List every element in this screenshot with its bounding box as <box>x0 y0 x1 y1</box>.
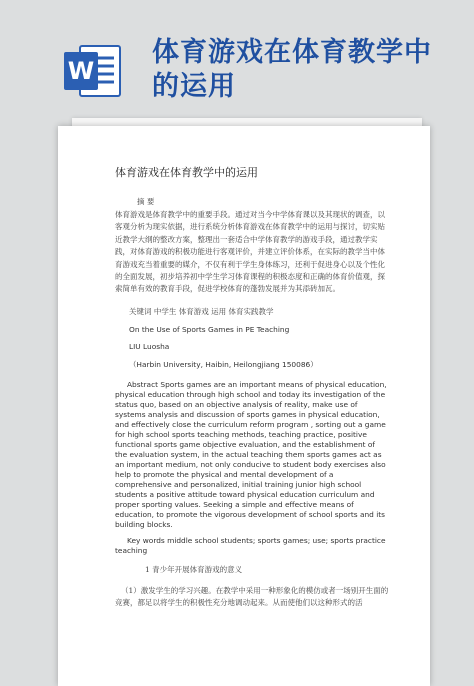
keywords-chinese: 关键词 中学生 体育游戏 运用 体育实践教学 <box>129 306 274 316</box>
keywords-english: Key words middle school students; sports games; use; sports practice teaching <box>115 535 386 555</box>
english-author: LIU Luosha <box>129 341 170 351</box>
page-title: 体育游戏在体育教学中的运用 <box>152 37 432 102</box>
section-heading: 1 青少年开展体育游戏的意义 <box>145 564 243 574</box>
section-paragraph: （1）激发学生的学习兴趣。在教学中采用一种形象化的模仿或者一场别开生面的竞赛，都足以将学生的积极性充分地调动起来。从而使他们以这种形式的活 <box>115 585 389 608</box>
english-title: On the Use of Sports Games in PE Teaching <box>129 324 290 334</box>
document-title: 体育游戏在体育教学中的运用 <box>115 166 258 179</box>
abstract-chinese: 体育游戏是体育教学中的重要手段。通过对当今中学体育课以及其现状的调查，以客观分析为现实依据，进行系统分析体育游戏在体育教学中的运用与探讨，切实贴近教学大纲的整改方案，整理出一套适合中学体育教学的游戏手段，通过教学实践，对体育游戏的积极功能进行客观评价，并建立评价体系，在实际的教学当中体育游戏充当着重要的媒介，不仅有利于学生身体练习，还利于促进身心以及个性化的全面发展，初步培养初中学生学习体育课程的积极态度和正确的体育价值观，探索简单有效的教育手段，促进学校体育的蓬勃发展并为其添砖加瓦。 <box>115 210 385 294</box>
abstract-label: 摘 要 <box>137 197 155 206</box>
word-document-icon <box>62 40 124 102</box>
word-icon-letter: W <box>67 57 95 85</box>
document-body <box>115 164 389 610</box>
document-page <box>58 126 430 686</box>
english-affiliation: （Harbin University, Haibin, Heilongjiang 150086） <box>129 359 318 369</box>
page-header <box>0 0 474 120</box>
abstract-english: Abstract Sports games are an important means of physical education, physical education through high school and today its investigation of the status quo, based on an objective analysis of reality, make use of systems analysis and discussion of sports games in physical education, and effectively close the curriculum reform program , sorting out a game for high school sports teaching methods, teaching practice, positive functional sports game objective evaluation, and the establishment of the evaluation system, in the actual teaching them sports games act as an important medium, not only conducive to student body exercises also help to promote the physical and mental development of a comprehensive and personalized, initial training junior high school students a positive attitude toward physical education curriculum and proper sporting values. Seeking a simple and effective means of education, to promote the vigorous development of school sports and its building blocks. <box>115 379 387 529</box>
